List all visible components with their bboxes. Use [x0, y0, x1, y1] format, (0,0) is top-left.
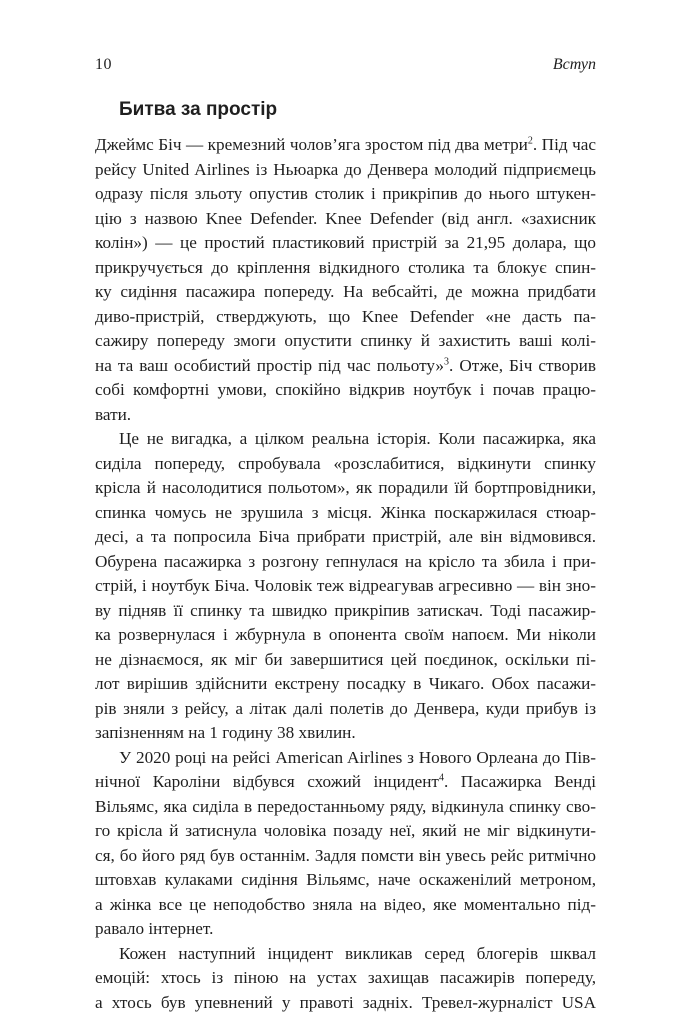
section-heading: Битва за простір	[119, 99, 278, 120]
page-number: 10	[95, 56, 112, 73]
text-line: лот вирішив здійснити екстрену посадку в Чикаго. Обох пасажи-	[95, 674, 596, 693]
text-line: Вільямс, яка сиділа в передостанньому ряду, відкинула спинку сво-	[95, 796, 596, 816]
text-line: штовхав кулаками сидіння Вільямс, наче оскаженілий метроном,	[95, 870, 596, 889]
footnote-ref: 3	[444, 355, 449, 367]
text-line: не дізнаємося, як міг би завершитися цей поєдинок, оскільки пі-	[95, 649, 596, 669]
text-line: рів зняли з рейсу, а літак далі полетів до Денвера, куди прибув із	[95, 698, 596, 718]
text-line: диво-пристрій, стверджують, що Knee Defender «не дасть па-	[95, 306, 596, 326]
text-line: Джеймс Біч — кремезний чолов’яга зростом під два метри$^2$. Під час	[95, 135, 596, 154]
text-line: Це не вигадка, а цілком реальна історія. Коли пасажирка, яка	[119, 429, 596, 448]
text-line: колін») — це простий пластиковий пристрій за 21,95 долара, що	[95, 233, 596, 252]
text-line: У 2020 році на рейсі American Airlines з Нового Орлеана до Пів-	[119, 747, 596, 767]
text-line: ву підняв її спинку та швидко прикріпив затискач. Тоді пасажир-	[95, 600, 596, 620]
text-line: ку сидіння пасажира попереду. На вебсайті, де можна придбати	[95, 282, 596, 301]
text-line: ка розвернулася і жбурнула в опонента своїм напоєм. Ми ніколи	[95, 625, 596, 644]
chapter-title: Вступ	[552, 56, 596, 73]
paragraph-2	[95, 427, 596, 746]
paragraph-1	[95, 133, 596, 427]
text-line: Обурена пасажирка з розгону гепнулася на крісло та збила і при-	[95, 551, 596, 571]
text-line: собі комфортні умови, спокійно відкрив ноутбук і почав працю-	[95, 380, 596, 399]
text-line: цію з назвою Knee Defender. Knee Defender (від англ. «захисник	[95, 208, 596, 228]
text-line: одразу після зльоту опустив столик і прикріпив до нього штукен-	[95, 184, 596, 203]
text-line: го крісла й затиснула чоловіка позаду неї, який не міг відкинути-	[95, 821, 596, 840]
running-head	[95, 56, 596, 80]
text-line: прикручується до кріплення відкидного столика та блокує спин-	[95, 257, 596, 277]
paragraph-4	[95, 942, 596, 1016]
text-line: ся, бо його ряд був останнім. Задля помсти він увесь рейс ритмічно	[95, 845, 596, 865]
text-line: сажиру попереду змоги опустити спинку й захистить ваші колі-	[95, 331, 596, 350]
footnote-ref: 4	[438, 772, 444, 784]
text-line: рейсу United Airlines із Ньюарка до Денвера молодий підприємець	[95, 159, 596, 179]
text-line: равало інтернет.	[95, 919, 214, 938]
text-line: а жінка все це неподобство зняла на відео, яке моментально під-	[95, 894, 596, 914]
paragraph-3	[95, 746, 596, 942]
text-line: стрій, і ноутбук Біча. Чоловік теж відреагував агресивно — він зно-	[95, 576, 596, 595]
text-line: вати.	[95, 404, 132, 424]
footnote-ref: 2	[527, 135, 533, 147]
text-line: нічної Кароліни відбувся схожий інцидент$^4$. Пасажирка Венді	[95, 772, 596, 791]
text-line: емоцій: хтось із піною на устах захищав пасажирів попереду,	[95, 968, 596, 987]
text-line: на та ваш особистий простір під час польоту»$^3$. Отже, Біч створив	[95, 355, 596, 375]
text-line: а хтось був упевнений у правоті задніх. Тревел-журналіст USA	[95, 992, 596, 1012]
text-line: запізненням на 1 годину 38 хвилин.	[95, 723, 356, 742]
text-line: крісла й насолодитися польотом», як порадили їй бортпровідники,	[95, 478, 596, 497]
text-line: десі, а та попросила Біча прибрати пристрій, але він відмовився.	[95, 527, 596, 546]
text-line: спинка чомусь не зрушила з місця. Жінка поскаржилася стюар-	[95, 502, 596, 522]
body-text	[95, 133, 596, 1015]
text-line: сиділа попереду, спробувала «розслабитися, відкинути спинку	[95, 453, 596, 473]
text-line: Кожен наступний інцидент викликав серед блогерів шквал	[119, 943, 596, 963]
